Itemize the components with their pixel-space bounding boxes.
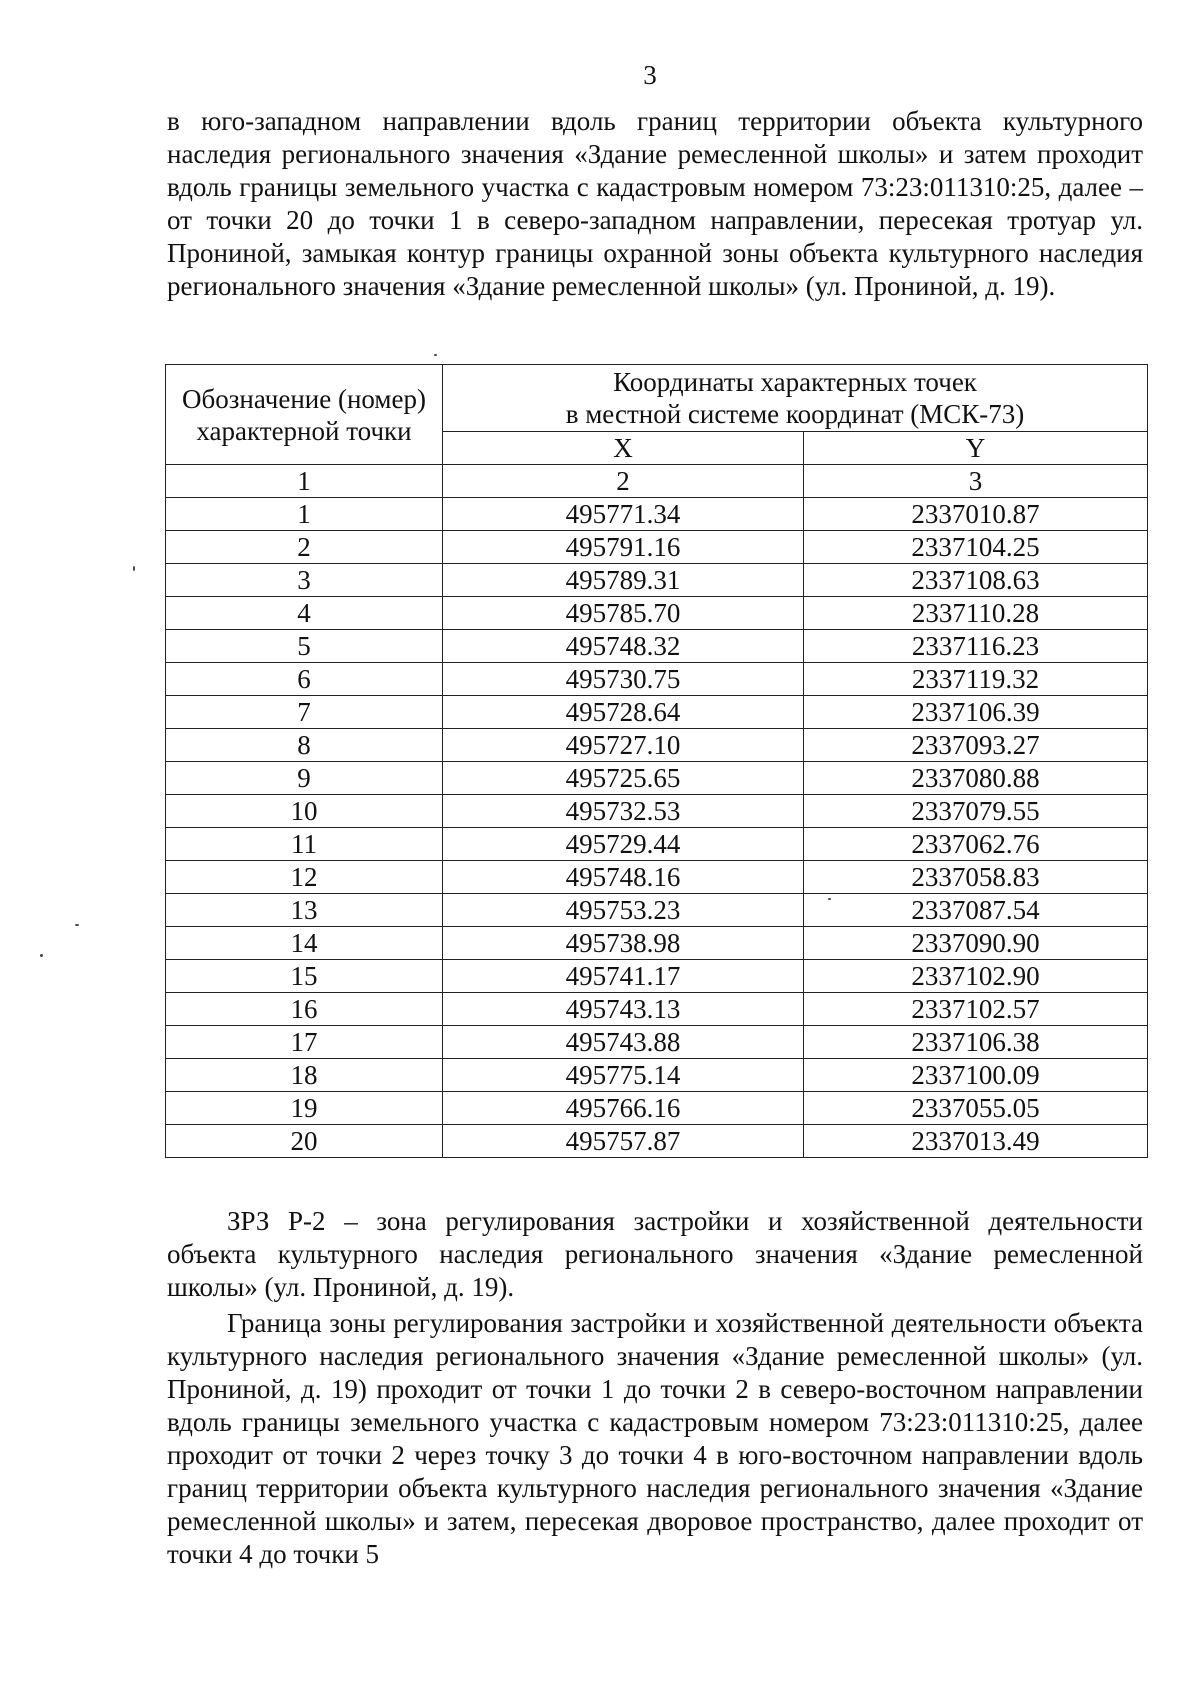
y-coordinate-cell: 2337116.23 [804,630,1148,663]
point-number-cell: 18 [166,1059,443,1092]
x-coordinate-cell: 495729.44 [443,828,804,861]
point-number-cell: 7 [166,696,443,729]
header-coords-line1: Координаты характерных точек [613,367,977,397]
x-coordinate-cell: 495753.23 [443,894,804,927]
y-coordinate-cell: 2337100.09 [804,1059,1148,1092]
table-row [166,960,1148,993]
scan-speck [40,954,43,957]
point-number-cell: 19 [166,1092,443,1125]
table-row [166,696,1148,729]
x-coordinate-cell: 495725.65 [443,762,804,795]
y-coordinate-cell: 2337058.83 [804,861,1148,894]
x-coordinate-cell: 495728.64 [443,696,804,729]
x-coordinate-cell: 495730.75 [443,663,804,696]
point-number-cell: 4 [166,597,443,630]
x-coordinate-cell: 495741.17 [443,960,804,993]
scan-speck [434,354,437,356]
table-row [166,1092,1148,1125]
x-coordinate-cell: 495732.53 [443,795,804,828]
y-coordinate-cell: 2337080.88 [804,762,1148,795]
point-number-cell: 13 [166,894,443,927]
y-coordinate-cell: 2337106.39 [804,696,1148,729]
header-point: Обозначение (номер) характерной точки [166,365,443,465]
point-number-cell: 2 [166,531,443,564]
page-number: 3 [643,60,657,90]
col-number: 2 [443,465,804,498]
x-coordinate-cell: 495743.13 [443,993,804,1026]
y-coordinate-cell: 2337102.57 [804,993,1148,1026]
x-coordinate-cell: 495791.16 [443,531,804,564]
y-coordinate-cell: 2337079.55 [804,795,1148,828]
table-row [166,927,1148,960]
table-body [166,498,1148,1158]
point-number-cell: 9 [166,762,443,795]
point-number-cell: 10 [166,795,443,828]
table-row [166,630,1148,663]
point-number-cell: 5 [166,630,443,663]
col-number: 3 [804,465,1148,498]
col-number: 1 [166,465,443,498]
y-coordinate-cell: 2337062.76 [804,828,1148,861]
scan-speck [133,566,135,571]
table-row [166,531,1148,564]
x-coordinate-cell: 495771.34 [443,498,804,531]
x-coordinate-cell: 495738.98 [443,927,804,960]
x-coordinate-cell: 495748.32 [443,630,804,663]
table-row [166,828,1148,861]
point-number-cell: 1 [166,498,443,531]
paragraph-boundary: Граница зоны регулирования застройки и хозяйственной деятельности объекта культурного наследия регионального значения «Здание ремесленной школы» (ул. Прониной, д. 19) проходит от точки 1 до точки 2 в северо-восточном направлении вдоль границы земельного участка с кадастровым номером 73:23:011310:25, далее проходит от точки 2 через точку 3 до точки 4 в юго-восточном направлении вдоль границ территории объекта культурного наследия регионального значения «Здание ремесленной школы» и затем, пересекая дворовое пространство, далее проходит от точки 4 до точки 5 [167,1308,1143,1569]
x-coordinate-cell: 495789.31 [443,564,804,597]
point-number-cell: 14 [166,927,443,960]
y-coordinate-cell: 2337104.25 [804,531,1148,564]
y-coordinate-cell: 2337102.90 [804,960,1148,993]
scan-speck [828,898,831,900]
header-coords-line2: в местной системе координат (МСК-73) [565,399,1025,429]
table-row [166,1059,1148,1092]
x-coordinate-cell: 495727.10 [443,729,804,762]
point-number-cell: 8 [166,729,443,762]
table-row [166,663,1148,696]
table-row [166,729,1148,762]
x-coordinate-cell: 495748.16 [443,861,804,894]
y-coordinate-cell: 2337110.28 [804,597,1148,630]
x-coordinate-cell: 495743.88 [443,1026,804,1059]
table-row [166,597,1148,630]
point-number-cell: 17 [166,1026,443,1059]
y-coordinate-cell: 2337013.49 [804,1125,1148,1158]
y-coordinate-cell: 2337087.54 [804,894,1148,927]
x-coordinate-cell: 495757.87 [443,1125,804,1158]
table-row [166,861,1148,894]
scan-speck [75,924,79,926]
y-coordinate-cell: 2337119.32 [804,663,1148,696]
table-row [166,1026,1148,1059]
table-row [166,564,1148,597]
y-coordinate-cell: 2337093.27 [804,729,1148,762]
x-coordinate-cell: 495766.16 [443,1092,804,1125]
header-x: X [443,432,804,465]
table-row [166,762,1148,795]
point-number-cell: 15 [166,960,443,993]
paragraph-top: в юго-западном направлении вдоль границ территории объекта культурного наследия регионального значения «Здание ремесленной школы» и затем проходит вдоль границы земельного участка с кадастровым номером 73:23:011310:25, далее – от точки 20 до точки 1 в северо-западном направлении, пересекая тротуар ул. Прониной, замыкая контур границы охранной зоны объекта культурного наследия регионального значения «Здание ремесленной школы» (ул. Прониной, д. 19). [167,106,1143,301]
y-coordinate-cell: 2337090.90 [804,927,1148,960]
point-number-cell: 11 [166,828,443,861]
coordinates-table [165,364,1148,1158]
point-number-cell: 16 [166,993,443,1026]
header-y: Y [804,432,1148,465]
x-coordinate-cell: 495785.70 [443,597,804,630]
table-row [166,498,1148,531]
y-coordinate-cell: 2337055.05 [804,1092,1148,1125]
point-number-cell: 3 [166,564,443,597]
table-row [166,1125,1148,1158]
y-coordinate-cell: 2337106.38 [804,1026,1148,1059]
y-coordinate-cell: 2337108.63 [804,564,1148,597]
header-coords [443,365,1148,432]
x-coordinate-cell: 495775.14 [443,1059,804,1092]
table-row [166,795,1148,828]
table-row [166,894,1148,927]
paragraph-zrz: ЗРЗ Р-2 – зона регулирования застройки и хозяйственной деятельности объекта культурного наследия регионального значения «Здание ремесленной школы» (ул. Прониной, д. 19). [167,1206,1143,1302]
point-number-cell: 12 [166,861,443,894]
point-number-cell: 20 [166,1125,443,1158]
y-coordinate-cell: 2337010.87 [804,498,1148,531]
table-row [166,993,1148,1026]
point-number-cell: 6 [166,663,443,696]
